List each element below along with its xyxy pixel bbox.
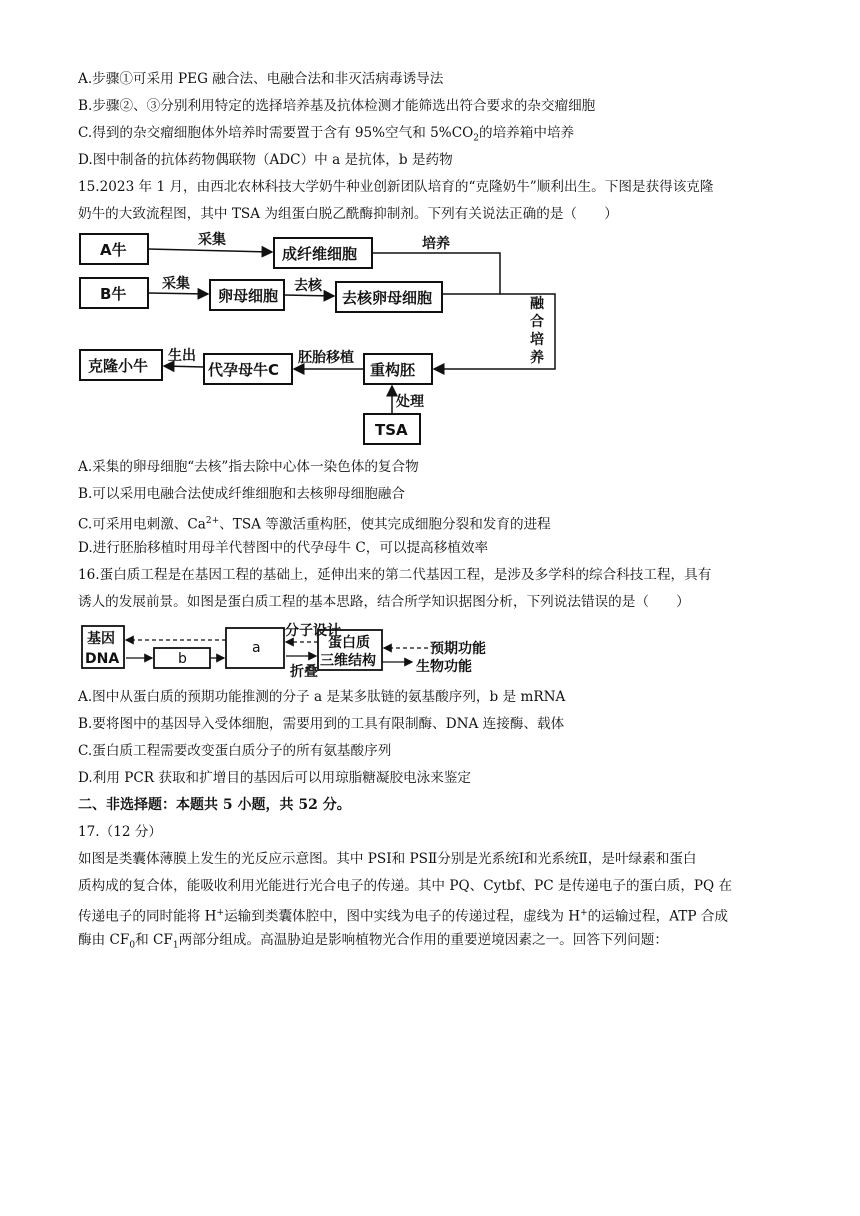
q15-stem-line1: 15.2023 年 1 月，由西北农林科技大学奶牛种业创新团队培育的“克隆奶牛”顺利出生。下图是获得该克隆	[78, 179, 714, 195]
q16-option-a: A.图中从蛋白质的预期功能推测的分子 a 是某多肽链的氨基酸序列，b 是 mRNA	[78, 689, 566, 705]
label-fusion-1: 融	[530, 296, 544, 312]
q17-line4-a: 酶由 CF	[78, 932, 130, 948]
q17-para-line3	[78, 904, 728, 926]
q14-option-c-text: C.得到的杂交瘤细胞体外培养时需要置于含有 95%空气和 5%CO	[78, 125, 474, 141]
q14-option-d: D.图中制备的抗体药物偶联物（ADC）中 a 是抗体，b 是药物	[78, 152, 453, 168]
q17-line4-sub2: 1	[172, 940, 179, 951]
q14-option-c	[78, 124, 574, 148]
label-b: b	[178, 651, 187, 667]
label-bio: 生物功能	[416, 659, 472, 675]
q16-stem-line1: 16.蛋白质工程是在基因工程的基础上，延伸出来的第二代基因工程，是涉及多学科的综合科技工程，具有	[78, 567, 712, 583]
q15-stem-line2: 奶牛的大致流程图，其中 TSA 为组蛋白脱乙酰酶抑制剂。下列有关说法正确的是（ ）	[78, 206, 618, 222]
q15-option-c-sup: 2+	[205, 516, 220, 526]
label-fibroblast: 成纤维细胞	[282, 245, 358, 263]
arrow-collect2	[148, 293, 208, 294]
label-a: a	[252, 640, 261, 656]
label-structure: 三维结构	[320, 653, 376, 669]
label-embryo: 重构胚	[370, 361, 416, 379]
label-culture: 培养	[422, 236, 450, 252]
label-tsa: TSA	[375, 421, 408, 439]
arrow-collect1	[148, 249, 272, 252]
q17-line4-b: 和 CF	[135, 932, 173, 948]
label-b-cow: B牛	[100, 285, 127, 303]
q16-option-d: D.利用 PCR 获取和扩增目的基因后可以用琼脂糖凝胶电泳来鉴定	[78, 770, 472, 786]
label-fusion-2: 合	[530, 314, 544, 330]
label-dna: DNA	[85, 651, 120, 667]
label-protein: 蛋白质	[328, 635, 370, 651]
label-enucleate: 去核	[294, 278, 322, 294]
label-fusion-3: 培	[530, 332, 544, 348]
q16-option-c: C.蛋白质工程需要改变蛋白质分子的所有氨基酸序列	[78, 743, 392, 759]
label-oocyte: 卵母细胞	[218, 287, 279, 305]
q15-flow-diagram	[70, 228, 570, 448]
q14-option-c-sub: 2	[473, 133, 479, 144]
label-expected: 预期功能	[430, 641, 486, 657]
q16-option-b: B.要将图中的基因导入受体细胞，需要用到的工具有限制酶、DNA 连接酶、载体	[78, 716, 565, 732]
label-collect1: 采集	[198, 232, 226, 248]
q15-option-d: D.进行胚胎移植时用母羊代替图中的代孕母牛 C，可以提高移植效率	[78, 540, 489, 556]
label-a-cow: A牛	[100, 241, 127, 259]
line-culture	[372, 253, 500, 294]
label-treat: 处理	[396, 394, 424, 410]
label-enucleated-oocyte: 去核卵母细胞	[342, 289, 433, 307]
q17-line4-c: 两部分组成。高温胁迫是影响植物光合作用的重要逆境因素之一。回答下列问题：	[178, 932, 668, 948]
q16-protein-engineering-diagram	[78, 618, 508, 682]
q17-line3-sup1: +	[216, 908, 225, 918]
arrow-enucleate	[284, 295, 334, 296]
label-fusion-4: 养	[530, 350, 544, 366]
q17-line3-a: 传递电子的同时能将 H	[78, 908, 217, 925]
label-surrogate: 代孕母牛C	[208, 361, 280, 379]
q15-option-a: A.采集的卵母细胞“去核”指去除中心体一染色体的复合物	[78, 459, 419, 475]
arrow-birth	[164, 366, 204, 367]
label-mol-design: 分子设计	[285, 623, 341, 639]
q17-line3-b: 运输到类囊体腔中，图中实线为电子的传递过程，虚线为 H	[224, 908, 581, 925]
label-collect2: 采集	[162, 276, 190, 292]
q15-option-b: B.可以采用电融合法使成纤维细胞和去核卵母细胞融合	[78, 486, 405, 502]
q17-line3-c: 的运输过程，ATP 合成	[587, 908, 729, 925]
label-birth: 生出	[168, 348, 196, 364]
q15-option-c	[78, 512, 551, 534]
q14-option-a: A.步骤①可采用 PEG 融合法、电融合法和非灭活病毒诱导法	[78, 71, 444, 87]
q14-option-c-tail: 的培养箱中培养	[479, 125, 575, 141]
q17-line3-sup2: +	[580, 908, 588, 918]
q16-stem-line2: 诱人的发展前景。如图是蛋白质工程的基本思路，结合所学知识据图分析，下列说法错误的是（ ）	[78, 594, 690, 610]
label-transfer: 胚胎移植	[298, 350, 354, 366]
q17-para-line1: 如图是类囊体薄膜上发生的光反应示意图。其中 PSⅠ和 PSⅡ分别是光系统Ⅰ和光系统Ⅱ，是叶绿素和蛋白	[78, 851, 697, 867]
q17-heading: 17.（12 分）	[78, 824, 163, 840]
label-gene: 基因	[87, 631, 115, 647]
q17-para-line2: 质构成的复合体，能吸收利用光能进行光合电子的传递。其中 PQ、Cytbf、PC 是传递电子的蛋白质，PQ 在	[78, 878, 733, 894]
label-fold: 折叠	[290, 664, 318, 680]
q15-option-c-tail: 、TSA 等激活重构胚，使其完成细胞分裂和发育的进程	[219, 516, 551, 533]
q15-option-c-text: C.可采用电刺激、Ca	[78, 516, 206, 533]
q17-para-line4	[78, 931, 668, 955]
q14-option-b: B.步骤②、③分别利用特定的选择培养基及抗体检测才能筛选出符合要求的杂交瘤细胞	[78, 98, 596, 114]
q17-line4-sub1: 0	[129, 940, 136, 951]
label-calf: 克隆小牛	[88, 357, 149, 375]
section-heading: 二、非选择题：本题共 5 小题，共 52 分。	[78, 797, 351, 813]
